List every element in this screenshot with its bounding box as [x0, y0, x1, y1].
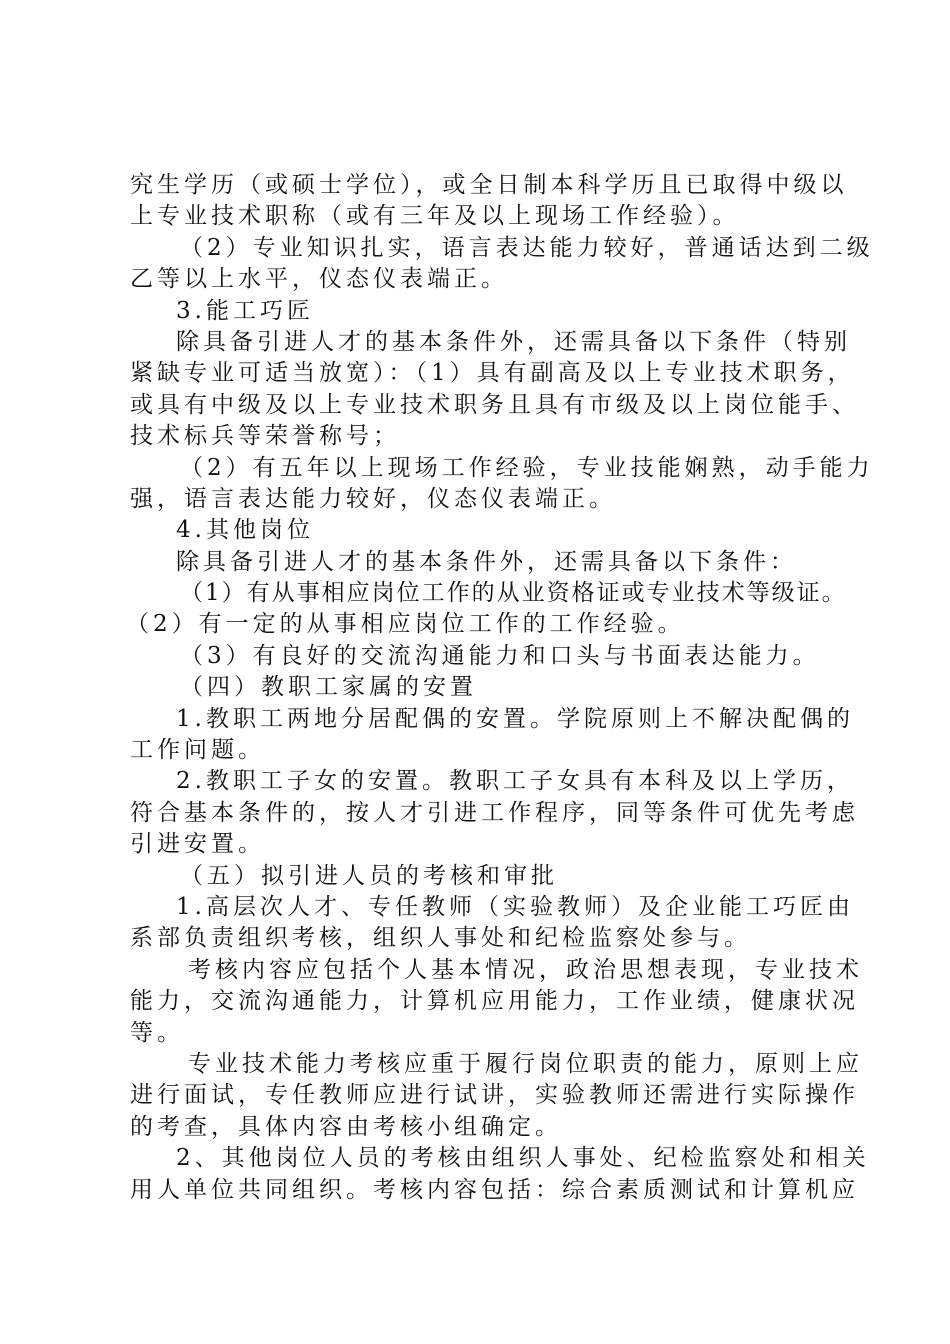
text-line: 引进安置。 [130, 831, 265, 858]
text-line: （2）有一定的从事相应岗位工作的工作经验。 [126, 611, 685, 638]
text-line: 紧缺专业可适当放宽）：（1）具有副高及以上专业技术职务， [130, 360, 855, 387]
text-line: 2、其他岗位人员的考核由组织人事处、纪检监察处和相关 [176, 1145, 870, 1172]
text-line: （2）专业知识扎实，语言表达能力较好，普通话达到二级 [180, 234, 874, 261]
text-line: 符合基本条件的，按人才引进工作程序，同等条件可优先考虑 [130, 799, 859, 826]
text-line: 除具备引进人才的基本条件外，还需具备以下条件（特别 [176, 328, 851, 355]
section-heading: （五）拟引进人员的考核和审批 [180, 862, 558, 889]
text-line: （1）有从事相应岗位工作的从业资格证或专业技术等级证。 [180, 580, 847, 607]
text-line: 2.教职工子女的安置。教职工子女具有本科及以上学历， [176, 768, 854, 795]
text-line: 进行面试，专任教师应进行试讲，实验教师还需进行实际操作 [130, 1082, 859, 1109]
text-line: 上专业技术职称（或有三年及以上现场工作经验）。 [130, 203, 740, 230]
text-line: 等。 [130, 1019, 184, 1046]
text-line: 1.教职工两地分居配偶的安置。学院原则上不解决配偶的 [176, 705, 854, 732]
text-line: 技术标兵等荣誉称号； [130, 423, 400, 450]
text-line: 能力，交流沟通能力，计算机应用能力，工作业绩，健康状况 [130, 988, 859, 1015]
text-line: 系部负责组织考核，组织人事处和纪检监察处参与。 [130, 925, 751, 952]
text-line: 专业技术能力考核应重于履行岗位职责的能力，原则上应 [188, 1050, 863, 1077]
text-line: 工作问题。 [130, 737, 265, 764]
text-line: 除具备引进人才的基本条件外，还需具备以下条件： [176, 548, 797, 575]
text-line: （2）有五年以上现场工作经验，专业技能娴熟，动手能力 [180, 454, 874, 481]
text-line: 强，语言表达能力较好，仪态仪表端正。 [130, 485, 616, 512]
text-line: 的考查，具体内容由考核小组确定。 [130, 1113, 562, 1140]
text-line: 乙等以上水平，仪态仪表端正。 [130, 266, 508, 293]
section-heading: 4.其他岗位 [176, 517, 314, 544]
text-line: 用人单位共同组织。考核内容包括：综合素质测试和计算机应 [130, 1176, 859, 1203]
text-line: 考核内容应包括个人基本情况，政治思想表现，专业技术 [188, 956, 863, 983]
text-line: （3）有良好的交流沟通能力和口头与书面表达能力。 [180, 642, 820, 669]
text-line: 或具有中级及以上专业技术职务且具有市级及以上岗位能手、 [130, 391, 859, 418]
text-line: 1.高层次人才、专任教师（实验教师）及企业能工巧匠由 [176, 893, 854, 920]
section-heading: （四）教职工家属的安置 [180, 674, 477, 701]
text-line: 究生学历（或硕士学位），或全日制本科学历且已取得中级以 [130, 172, 848, 198]
section-heading: 3.能工巧匠 [176, 297, 314, 324]
document-body [126, 170, 874, 1206]
